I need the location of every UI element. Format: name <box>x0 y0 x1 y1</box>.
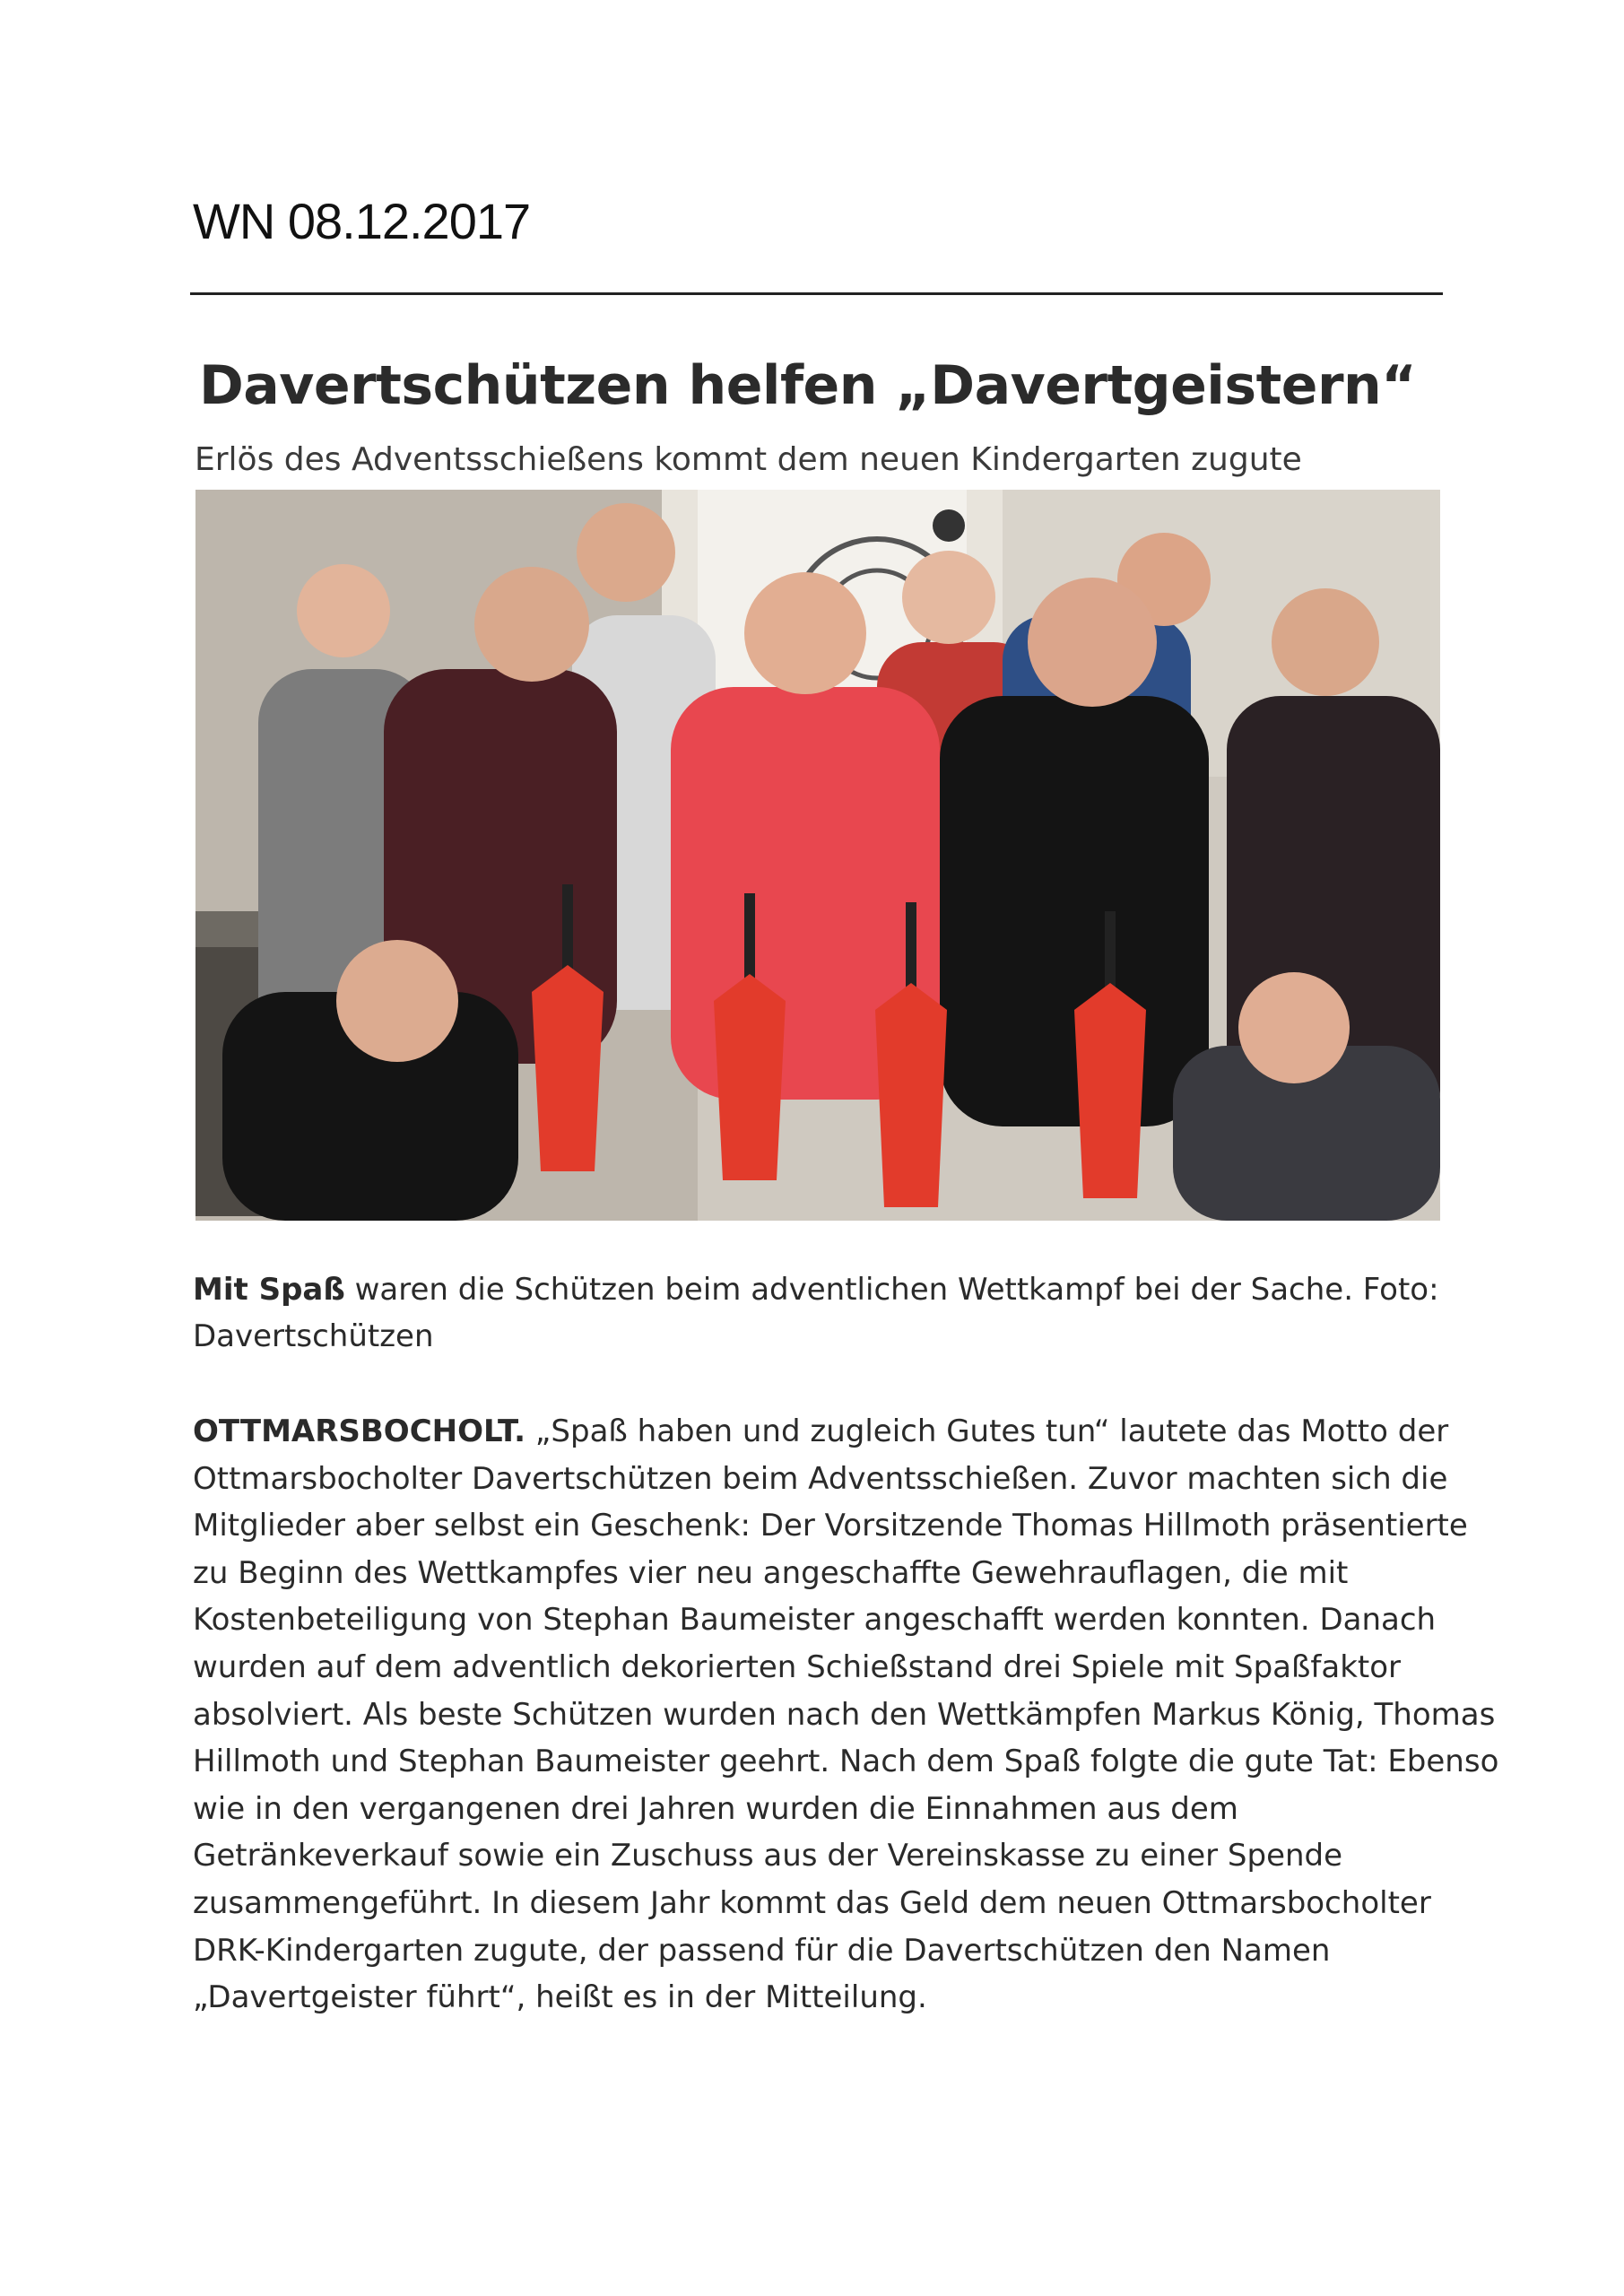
caption-credit: Davertschützen <box>193 1318 434 1354</box>
body-line: Ottmarsbocholter Davertschützen beim Adventsschießen. Zuvor machten sich die <box>193 1460 1448 1497</box>
body-line: zu Beginn des Wettkampfes vier neu angeschaffte Gewehrauflagen, die mit <box>193 1554 1349 1591</box>
photo-caption <box>193 1266 1444 1360</box>
body-line <box>193 1408 1448 1456</box>
header-divider <box>190 292 1443 295</box>
body-line: wurden auf dem adventlich dekorierten Schießstand drei Spiele mit Spaßfaktor <box>193 1648 1402 1685</box>
body-line: „Davertgeister führt“, heißt es in der Mitteilung. <box>193 1979 927 2016</box>
body-line: wie in den vergangenen drei Jahren wurden die Einnahmen aus dem <box>193 1790 1238 1827</box>
body-line: Mitglieder aber selbst ein Geschenk: Der Vorsitzende Thomas Hillmoth präsentierte <box>193 1508 1468 1544</box>
body-line: zusammengeführt. In diesem Jahr kommt das Geld dem neuen Ottmarsbocholter <box>193 1884 1431 1921</box>
article-photo <box>195 490 1440 1221</box>
body-first-line-text: „Spaß haben und zugleich Gutes tun“ lautete das Motto der <box>525 1413 1449 1449</box>
body-line: Getränkeverkauf sowie ein Zuschuss aus der Vereinskasse zu einer Spende <box>193 1838 1343 1874</box>
body-line: absolviert. Als beste Schützen wurden nach den Wettkämpfen Markus König, Thomas <box>193 1696 1496 1733</box>
caption-lead: Mit Spaß <box>193 1272 345 1308</box>
body-line: Hillmoth und Stephan Baumeister geehrt. Nach dem Spaß folgte die gute Tat: Ebenso <box>193 1744 1499 1780</box>
article-subheadline: Erlös des Adventsschießens kommt dem neuen Kindergarten zugute <box>195 441 1302 478</box>
body-line: DRK-Kindergarten zugute, der passend für die Davertschützen den Namen <box>193 1932 1331 1969</box>
article-body <box>193 1408 1499 2022</box>
publication-date: WN 08.12.2017 <box>193 193 531 249</box>
body-line: Kostenbeteiligung von Stephan Baumeister angeschafft werden konnten. Danach <box>193 1602 1437 1639</box>
dateline: OTTMARSBOCHOLT. <box>193 1413 525 1449</box>
caption-text: waren die Schützen beim adventlichen Wettkampf bei der Sache. Foto: <box>344 1272 1439 1308</box>
article-headline: Davertschützen helfen „Davertgeistern“ <box>199 354 1417 417</box>
